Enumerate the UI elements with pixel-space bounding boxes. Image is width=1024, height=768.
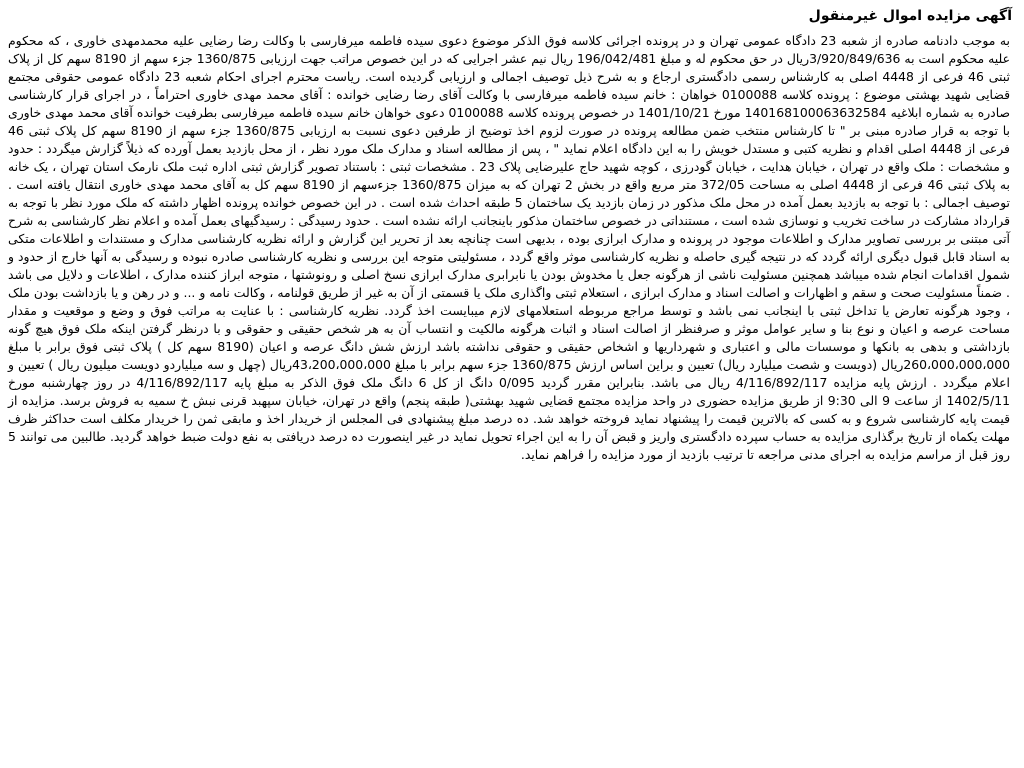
auction-notice bbox=[8, 6, 1016, 464]
notice-body: به موجب دادنامه صادره از شعبه 23 دادگاه عمومی تهران و در پرونده اجرائی کلاسه فوق الذکر موضوع دعوی سیده فاطمه میرفارسی با وکالت رضا رضایی علیه محمدمهدی خاوری ، که محکوم علیه محکوم است به 3/920/849/636ریال در حق محکوم له و مبلغ 196/042/481 ریال نیم عشر اجرایی که در این خصوص مراتب جهت ارزیابی 1360/875 جزء سهم از 8190 سهم کل از پلاک ثبتی 46 فرعی از 4448 اصلی به کارشناس رسمی دادگستری ارجاع و به شرح ذیل توصیف اجمالی و ارزیابی گردیده است. ریاست محترم اجرای احکام شعبه 23 دادگاه عمومی حقوقی مجتمع قضایی شهید بهشتی موضوع : پرونده کلاسه 0100088 خواهان : خانم سیده فاطمه میرفارسی با وکالت آقای رضا رضایی خوانده : آقای محمد مهدی خاوری احتراماً ، در اجرای قرار کارشناسی صادره به شماره ابلاغیه 140168100063632584 مورخ 1401/10/21 در خصوص پرونده کلاسه 0100088 دعوی خواهان خانم سیده فاطمه میرفارسی بطرفیت خوانده آقای محمد مهدی خاوری با توجه به قرار صادره مبنی بر " تا کارشناس منتخب ضمن مطالعه پرونده در صورت لزوم اخذ توضیح از طرفین دعوی نسبت به ارزیابی 1360/875 جزء سهم از 8190 سهم کل پلاک ثبتی 46 فرعی از 4448 اصلی اقدام و نظریه کتبی و مستدل خویش را به این دادگاه اعلام نماید " ، پس از مطالعه اسناد و مدارک ملک مورد نظر ، از محل بازدید بعمل آورده که ذیلاً گزارش میگردد : حدود و مشخصات : ملک واقع در تهران ، خیابان هدایت ، خیابان گودرزی ، کوچه شهید حاج علیرضایی پلاک 23 . مشخصات ثبتی : باستناد تصویر گزارش ثبتی اداره ثبت ملک نارمک استان تهران ، یک خانه به پلاک ثبتی 46 فرعی از 4448 اصلی به مساحت 372/05 متر مربع واقع در بخش 2 تهران که به میزان 1360/875 جزءسهم از 8190 سهم کل به آقای محمد مهدی خاوری انتقال یافته است . توصیف اجمالی : با توجه به بازدید بعمل آمده در محل ملک مذکور در زمان بازدید یک ساختمان 5 طبقه احداث شده است . در این خصوص خوانده پرونده اظهار داشته که ملک مورد نظر با توجه به قرارداد مشارکت در ساخت تخریب و نوسازی شده است ، مستنداتی در خصوص ساختمان مذکور باینجانب ارائه نشده است . حدود رسیدگی : رسیدگیهای بعمل آمده و اعلام نظر کارشناسی به شرح آتی مبتنی بر بررسی تصاویر مدارک و اطلاعات موجود در پرونده و مدارک ابرازی بوده ، بدیهی است چنانچه بعد از تحریر این گزارش و ارائه نظریه کارشناسی مدارک و مستندات و اطلاعات متکی به اسناد قابل قبول دیگری ارائه گردد که در نتیجه گیری حاصله و نظریه کارشناسی موثر واقع گردد ، مسئولیتی متوجه این بررسی و نظریه کارشناسی صادره نبوده و رسیدگی به آنها خارج از حدود و شمول اقدامات انجام شده میباشد همچنین مسئولیت ناشی از هرگونه جعل یا مخدوش بودن یا نابرابری مدارک ابرازی نسخ اصلی و رونوشتها ، متوجه ابراز کننده مدارک ، اطلاعات و دلایل می باشد . ضمناً مسئولیت صحت و سقم و اظهارات و اصالت اسناد و مدارک ابرازی ، استعلام ثبتی واگذاری ملک یا قسمتی از آن به غیر از طریق قولنامه ، وکالت نامه و ... و در رهن و یا بازداشت بودن ملک ، وجود هرگونه تعارض یا تداخل ثبتی با اینجانب نمی باشد و توسط مراجع مربوطه استعلامهای لازم میبایست اخذ گردد. نظریه کارشناسی : با عنایت به مراتب فوق و وضع و موقعیت و مقدار مساحت عرصه و اعیان و نوع بنا و سایر عوامل موثر و صرفنظر از اصالت اسناد و اثبات هرگونه مالکیت و انتساب آن به هر شخص حقیقی و حقوقی و با درنظر گرفتن اینکه ملک فوق هیچ گونه بازداشتی و بدهی به بانکها و موسسات مالی و اعتباری و شهرداریها و اشخاص حقیقی و حقوقی نداشته باشد ارزش شش دانگ عرصه و اعیان (8190 سهم کل ) پلاک ثبتی فوق برابر با مبلغ 260،000،000،000ریال (دویست و شصت میلیارد ریال) تعیین و براین اساس ارزش 1360/875 جزء سهم برابر با مبلغ 43،200،000،000ریال (چهل و سه میلیاردو دویست میلیون ریال ) تعیین و اعلام میگردد . ارزش پایه مزایده 4/116/892/117 ریال می باشد. بنابراین مقرر گردید 0/095 دانگ از کل 6 دانگ ملک فوق الذکر به مبلغ پایه 4/116/892/117 در روز چهارشنبه مورخ 1402/5/11 از ساعت 9 الی 9:30 از طریق مزایده حضوری در واحد مزایده مجتمع قضایی شهید بهشتی( طبقه پنجم) واقع در تهران، خیابان سپهبد قرنی نبش خ سمیه به فروش برسد. مزایده از قیمت پایه کارشناسی شروع و به کسی که بالاترین قیمت را پیشنهاد نماید فروخته خواهد شد. ده درصد مبلغ پیشنهادی فی المجلس از خریدار اخذ و مابقی ثمن را خریدار مکلف است حداکثر ظرف مهلت یکماه از تاریخ برگذاری مزایده به حساب سپرده دادگستری واریز و قبض آن را به این اجراء تحویل نماید در غیر اینصورت ده درصد دریافتی به نفع دولت ضبط خواهد گردید. طالبین می توانند 5 روز قبل از مراسم مزایده به اجرای مدنی مراجعه تا ترتیب بازدید از مورد مزایده را فراهم نماید. bbox=[8, 33, 1011, 462]
notice-title: آگهی مزایده اموال غیرمنقول bbox=[808, 8, 1012, 24]
